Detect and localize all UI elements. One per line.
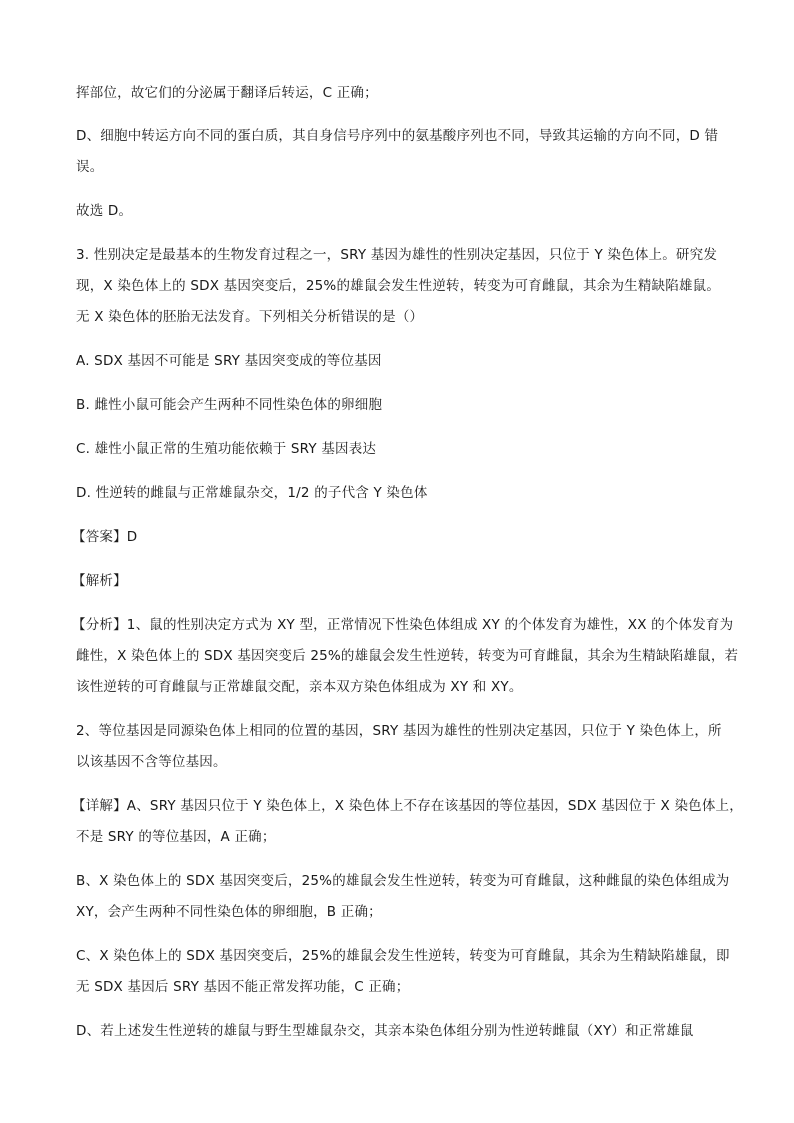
text-line: D、细胞中转运方向不同的蛋白质，其自身信号序列中的氨基酸序列也不同，导致其运输的方向不同，D 错 — [76, 128, 719, 144]
option-d: D. 性逆转的雌鼠与正常雄鼠杂交，1/2 的子代含 Y 染色体 — [76, 485, 428, 501]
option-a: A. SDX 基因不可能是 SRY 基因突变成的等位基因 — [76, 353, 382, 369]
analysis-line: 该性逆转的可育雌鼠与正常雄鼠交配，亲本双方染色体组成为 XY 和 XY。 — [76, 679, 523, 695]
text-line: 故选 D。 — [76, 203, 133, 219]
analysis-line: 以该基因不含等位基因。 — [76, 754, 227, 770]
detail-line: 不是 SRY 的等位基因，A 正确； — [76, 829, 276, 845]
detail-line: 无 SDX 基因后 SRY 基因不能正常发挥功能，C 正确； — [76, 979, 410, 995]
analysis-heading: 【解析】 — [72, 573, 127, 589]
detail-line: B、X 染色体上的 SDX 基因突变后，25%的雄鼠会发生性逆转，转变为可育雌鼠，这种雌鼠的染色体组成为 — [76, 873, 730, 889]
text-line: 误。 — [76, 159, 104, 175]
answer-label: 【答案】D — [72, 529, 138, 545]
analysis-line: 雌性，X 染色体上的 SDX 基因突变后 25%的雄鼠会发生性逆转，转变为可育雌鼠，其余为生精缺陷雄鼠，若 — [76, 648, 739, 664]
detail-line: D、若上述发生性逆转的雄鼠与野生型雄鼠杂交，其亲本染色体组分别为性逆转雌鼠（XY）和正常雄鼠 — [76, 1023, 694, 1039]
question-stem-line: 3. 性别决定是最基本的生物发育过程之一，SRY 基因为雄性的性别决定基因，只位于 Y 染色体上。研究发 — [76, 247, 718, 263]
detail-line: C、X 染色体上的 SDX 基因突变后，25%的雄鼠会发生性逆转，转变为可育雌鼠，其余为生精缺陷雄鼠，即 — [76, 948, 730, 964]
analysis-line: 【分析】1、鼠的性别决定方式为 XY 型，正常情况下性染色体组成 XY 的个体发育为雄性，XX 的个体发育为 — [72, 617, 734, 633]
option-c: C. 雄性小鼠正常的生殖功能依赖于 SRY 基因表达 — [76, 441, 377, 457]
text-line: 挥部位，故它们的分泌属于翻译后转运，C 正确； — [76, 85, 378, 101]
analysis-line: 2、等位基因是同源染色体上相同的位置的基因，SRY 基因为雄性的性别决定基因，只位于 Y 染色体上，所 — [76, 723, 722, 739]
option-b: B. 雌性小鼠可能会产生两种不同性染色体的卵细胞 — [76, 397, 383, 413]
question-stem-line: 现，X 染色体上的 SDX 基因突变后，25%的雄鼠会发生性逆转，转变为可育雌鼠，其余为生精缺陷雄鼠。 — [76, 278, 721, 294]
detail-line: 【详解】A、SRY 基因只位于 Y 染色体上，X 染色体上不存在该基因的等位基因，SDX 基因位于 X 染色体上， — [72, 798, 743, 814]
detail-line: XY，会产生两种不同性染色体的卵细胞，B 正确； — [76, 904, 382, 920]
question-stem-line: 无 X 染色体的胚胎无法发育。下列相关分析错误的是（） — [76, 309, 424, 325]
